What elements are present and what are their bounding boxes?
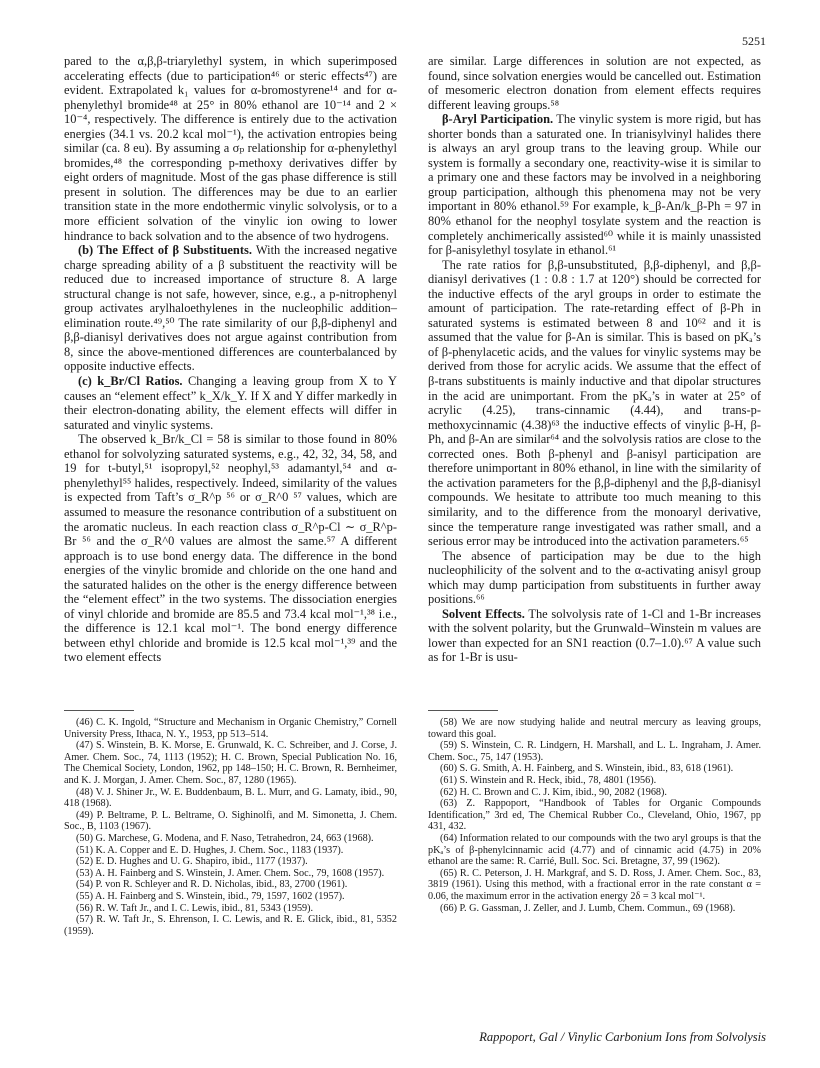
paragraph-text: Changing a leaving group from X to Y causes an “element effect” k_X/k_Y. If X and Y differ markedly in their electron-donating ability, the element effects will differ in saturated and vinylic systems.	[64, 374, 397, 432]
references-left	[64, 717, 397, 937]
paragraph	[64, 243, 397, 374]
paragraph-heading: (c) k_Br/Cl Ratios.	[78, 374, 183, 389]
reference-item: (62) H. C. Brown and C. J. Kim, ibid., 90, 2082 (1968).	[440, 786, 667, 798]
reference-item: (55) A. H. Fainberg and S. Winstein, ibid., 79, 1597, 1602 (1957).	[76, 890, 345, 902]
paragraph-text: With the increased negative charge spreading ability of a β substituent the reactivity will be reduced due to increased importance of structure 8. A large structural change is not safe, however, since, e.g., a p-nitrophenyl group activates arylhaloethylenes in the nucleophilic addition–elimination route.⁴⁹,⁵⁰ The rate similarity of our β,β-diphenyl and β,β-dianisyl derivatives does not argue against contribution from 8, since the above-mentioned differences are counterbalanced by opposite inductive effects.	[64, 243, 397, 374]
paragraph-text: The absence of participation may be due to the high nucleophilicity of the solvent and to the α-activating anisyl group which may dump participation from substituents in further away positions.⁶⁶	[428, 548, 761, 607]
footnote-separator-left	[64, 710, 134, 711]
paragraph-text: are similar. Large differences in solution are not expected, as found, since solvation energies would be cancelled out. Estimation of mesomeric electron donation from element effects requires different leaving groups.⁵⁸	[428, 54, 761, 112]
reference-item: (56) R. W. Taft Jr., and I. C. Lewis, ibid., 81, 5343 (1959).	[76, 902, 314, 914]
reference-item: (58) We are now studying halide and neutral mercury as leaving groups, toward this goal.	[428, 717, 761, 740]
paragraph-text: The observed k_Br/k_Cl = 58 is similar to those found in 80% ethanol for solvolyzing saturated systems, e.g., 42, 32, 34, 58, and 19 for t-butyl,⁵¹ isopropyl,⁵² neophyl,⁵³ adamantyl,⁵⁴ and α-phenylethyl⁵⁵ halides, respectively. Indeed, similarity of the values is expected from Taft’s σ_R^p ⁵⁶ or σ_R^0 ⁵⁷ values, which are assumed to measure the resonance contribution of a substituent on the aromatic nucleus. In each reaction class σ_R^p-Cl ∼ σ_R^p-Br ⁵⁶ and the σ_R^0 values are almost the same.⁵⁷ A different approach is to use bond energy data. The difference in the bond energies of the vinylic bromide and chloride on the one hand and the saturated halides on the other is the energy difference between the “element effect” in the two systems. The dissociation energies of vinyl chloride and bromide are 85.5 and 73.4 kcal mol⁻¹,³⁸ i.e., the difference is 12.1 kcal mol⁻¹. The bond energy difference between ethyl chloride and bromide is 12.5 kcal mol⁻¹,³⁹ and the two element effects	[64, 432, 397, 665]
paragraph-heading: Solvent Effects.	[442, 606, 525, 621]
paragraph-heading: β-Aryl Participation.	[442, 112, 554, 127]
reference-item: (57) R. W. Taft Jr., S. Ehrenson, I. C. Lewis, and R. E. Glick, ibid., 81, 5352 (1959).	[64, 914, 397, 937]
page-number: 5251	[742, 34, 766, 48]
reference-item: (51) K. A. Copper and E. D. Hughes, J. Chem. Soc., 1183 (1937).	[76, 844, 344, 856]
reference-item: (65) R. C. Peterson, J. H. Markgraf, and S. D. Ross, J. Amer. Chem. Soc., 83, 3819 (1961). Using this method, with a fractional error in the rate constant α = 0.06, the maximum error in the activation energy 2δ = 3 kcal mol⁻¹.	[428, 867, 761, 902]
paragraph	[64, 432, 397, 665]
reference-item: (54) P. von R. Schleyer and R. D. Nicholas, ibid., 83, 2700 (1961).	[76, 879, 348, 891]
reference-item: (63) Z. Rappoport, “Handbook of Tables for Organic Compounds Identification,” 3rd ed, The Chemical Rubber Co., Cleveland, Ohio, 1967, pp 431, 432.	[428, 798, 761, 833]
paragraph-heading: (b) The Effect of β Substituents.	[78, 243, 252, 258]
paragraph-text: The vinylic system is more rigid, but has shorter bonds than a saturated one. In trianisylvinyl halides there is always an aryl group trans to the leaving group. While our system is formally a secondary one, reactivity-wise it is similar to a primary one and these factors may be involved in a neighboring group participation, although this phenomena may not be very important in 80% ethanol.⁵⁹ For example, k_β-An/k_β-Ph = 97 in 80% ethanol for the neophyl tosylate system and the reaction is completely anchimerically assisted⁶⁰ while it is mainly unassisted for β-anisylethyl tosylate in ethanol.⁶¹	[428, 112, 761, 258]
right-column	[428, 54, 761, 665]
paragraph	[64, 54, 397, 243]
paragraph	[428, 258, 761, 549]
reference-item: (50) G. Marchese, G. Modena, and F. Naso, Tetrahedron, 24, 663 (1968).	[76, 832, 374, 844]
running-footer: Rappoport, Gal / Vinylic Carbonium Ions from Solvolysis	[479, 1030, 766, 1044]
paragraph	[428, 112, 761, 257]
paragraph-text: pared to the α,β,β-triarylethyl system, in which superimposed accelerating effects (due to participation⁴⁶ or steric effects⁴⁷) are evident. Extrapolated k₁ values for α-bromostyrene¹⁴ and for α-phenylethyl bromide⁴⁸ at 25° in 80% ethanol are 10⁻¹⁴ and 2 × 10⁻⁴, respectively. The difference is entirely due to the activation energies (34.1 vs. 20.2 kcal mol⁻¹), the activation entropies being similar (ca. 8 eu). By assuming a σₚ relationship for α-phenylethyl bromides,⁴⁸ the corresponding p-methoxy derivatives differ by eight orders of magnitude. Most of the gas phase difference is still present in solution. The differences may be due to an earlier transition state in the more endothermic vinylic solvolysis, or to a more efficient solvation of the vinylic ion owing to lower hindrance to back solvation and to the absence of two hydrogens.	[64, 54, 397, 243]
reference-item: (61) S. Winstein and R. Heck, ibid., 78, 4801 (1956).	[440, 774, 657, 786]
reference-item: (53) A. H. Fainberg and S. Winstein, J. Amer. Chem. Soc., 79, 1608 (1957).	[76, 867, 385, 879]
reference-item: (47) S. Winstein, B. K. Morse, E. Grunwald, K. C. Schreiber, and J. Corse, J. Amer. Chem. Soc., 74, 1113 (1952); H. C. Brown, Special Publication No. 16, The Chemical Society, London, 1962, pp 148–150; H. C. Brown, R. Bernheimer, and K. J. Morgan, J. Amer. Chem. Soc., 87, 1280 (1965).	[64, 740, 397, 786]
paragraph	[64, 374, 397, 432]
reference-item: (66) P. G. Gassman, J. Zeller, and J. Lumb, Chem. Commun., 69 (1968).	[440, 902, 736, 914]
reference-item: (59) S. Winstein, C. R. Lindgern, H. Marshall, and L. L. Ingraham, J. Amer. Chem. Soc., 75, 147 (1953).	[428, 740, 761, 763]
reference-item: (60) S. G. Smith, A. H. Fainberg, and S. Winstein, ibid., 83, 618 (1961).	[440, 763, 734, 775]
references-right	[428, 717, 761, 914]
paragraph	[428, 607, 761, 665]
paragraph-text: The solvolysis rate of 1-Cl and 1-Br increases with the solvent polarity, but the Grunwald–Winstein m values are lower than expected for an SN1 reaction (0.7–1.0).⁶⁷ A value such as for 1-Br is usu-	[428, 606, 761, 665]
reference-item: (48) V. J. Shiner Jr., W. E. Buddenbaum, B. L. Murr, and G. Lamaty, ibid., 90, 418 (1968).	[64, 786, 397, 810]
reference-item: (46) C. K. Ingold, “Structure and Mechanism in Organic Chemistry,” Cornell University Press, Ithaca, N. Y., 1953, pp 513–514.	[64, 717, 397, 740]
paragraph	[428, 549, 761, 607]
left-column	[64, 54, 397, 665]
reference-item: (52) E. D. Hughes and U. G. Shapiro, ibid., 1177 (1937).	[76, 856, 308, 868]
reference-item: (64) Information related to our compounds with the two aryl groups is that the pKₐ’s of β-phenylcinnamic acid (4.77) and of cinnamic acid (4.75) in 20% ethanol are the same: R. Carrié, Bull. Soc. Sci. Bretagne, 37, 99 (1962).	[428, 832, 761, 868]
paragraph	[428, 54, 761, 112]
reference-item: (49) P. Beltrame, P. L. Beltrame, O. Sighinolfi, and M. Simonetta, J. Chem. Soc., B, 1103 (1967).	[64, 809, 397, 833]
footnote-separator-right	[428, 710, 498, 711]
paragraph-text: The rate ratios for β,β-unsubstituted, β,β-diphenyl, and β,β-dianisyl derivatives (1 : 0.8 : 1.7 at 120°) should be corrected for the inductive effects of the aryl groups in order to estimate the amount of participation. The rate-retarding effect of β-Ph in saturated systems is estimated between 8 and 10⁶² and it is assumed that the value for β-An is similar. This is based on pKₐ’s of β-phenylacetic acids, and the values for vinylic systems may be derived from those for acrylic acids. We assume that the effect of β-trans substituents is mainly inductive and that dipolar structures in the acid are unimportant. From the pKₐ’s in water at 25° of acrylic (4.25), trans-cinnamic (4.44), and trans-p-methoxycinnamic (4.38)⁶³ the inductive effects of vinylic β-H, β-Ph, and β-An are similar⁶⁴ and the solvolysis ratios are close to the corrected ones. Both β-phenyl and β-anisyl participation are therefore unimportant in 80% ethanol, in line with the similarity of the activation parameters for the β,β-diphenyl and the β,β-dianisyl compounds. We hesitate to attribute too much meaning to this similarity, and to the difference from the monoaryl derivative, since the temperature range investigated was rather small, and a serious error may be introduced into the activation parameters.⁶⁵	[428, 257, 761, 549]
